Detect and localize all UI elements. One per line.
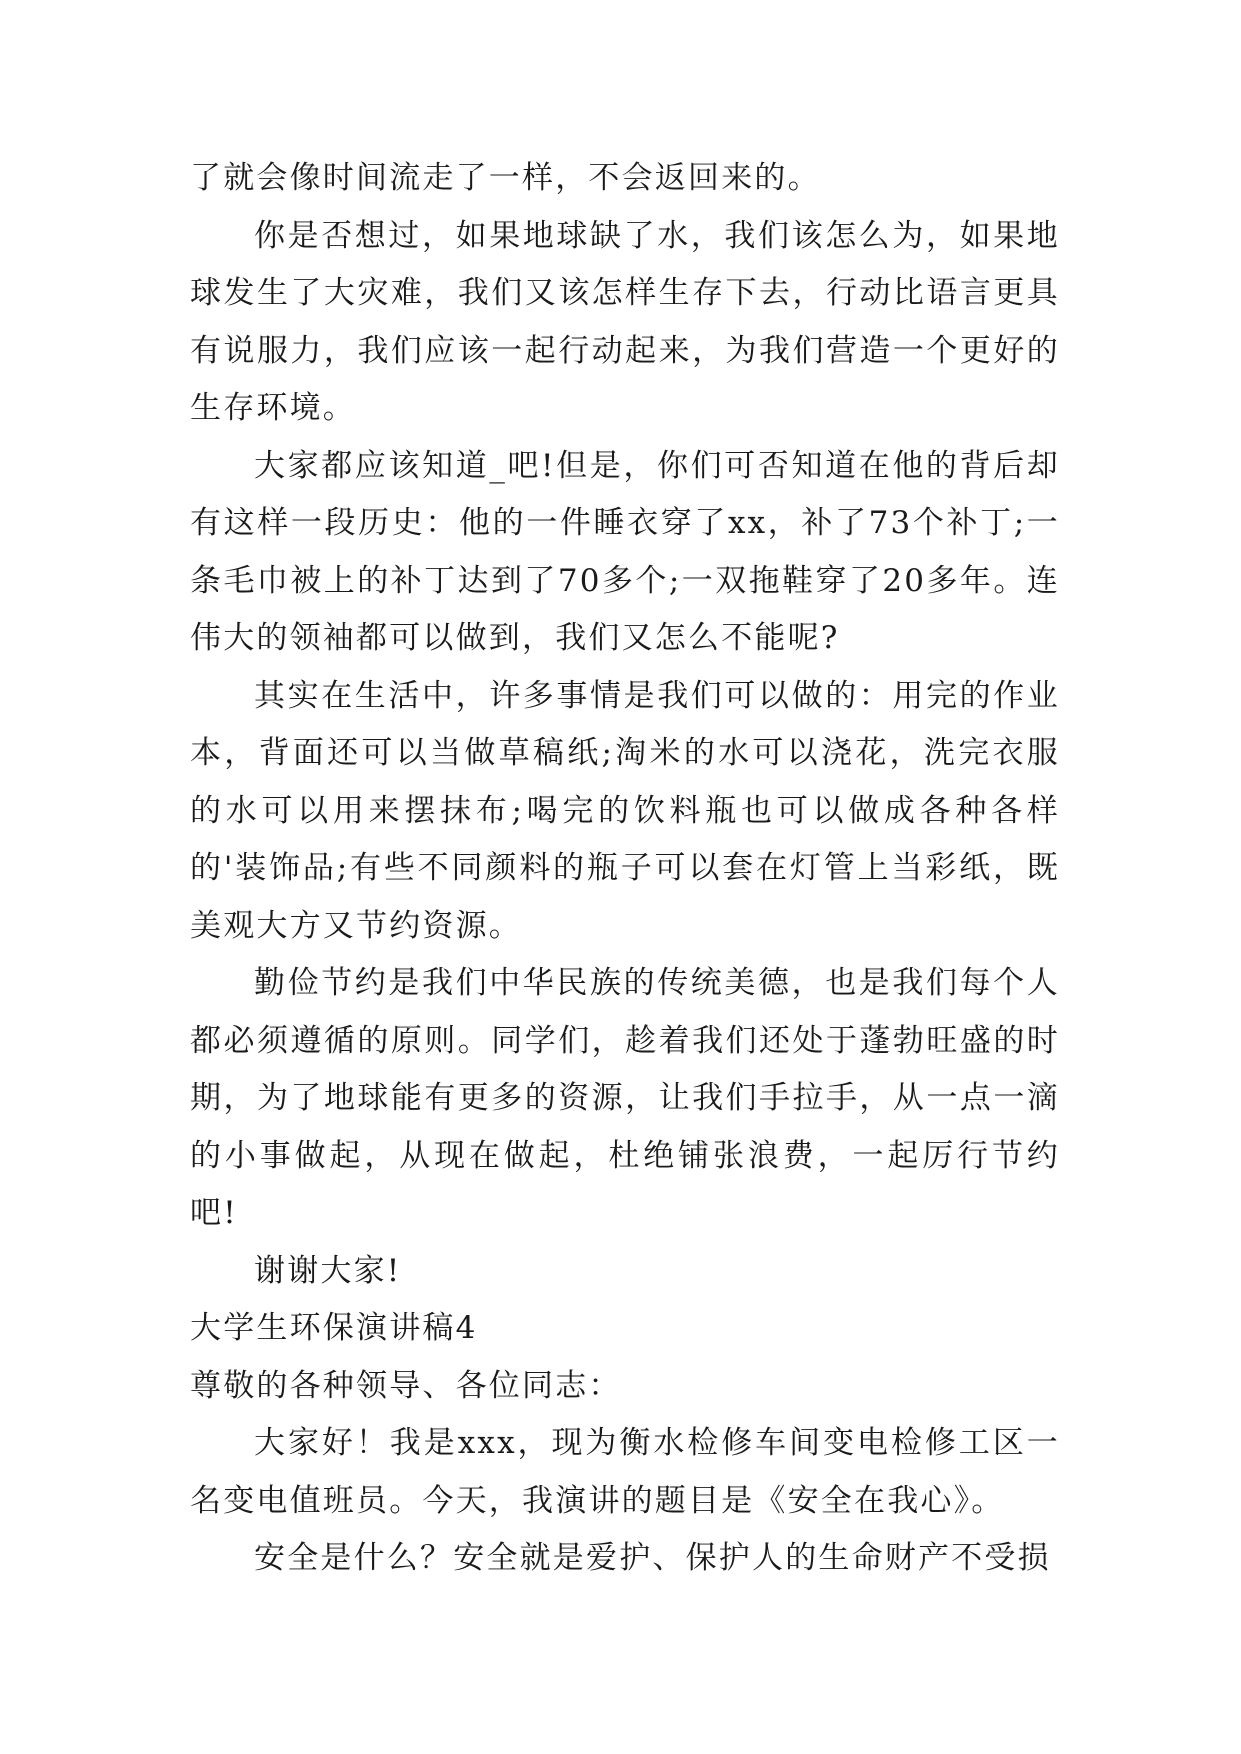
paragraph-daily-life: 其实在生活中，许多事情是我们可以做的：用完的作业本，背面还可以当做草稿纸;淘米的水可以浇花，洗完衣服的水可以用来摆抹布;喝完的饮料瓶也可以做成各种各样的'装饰品;有些不同颜料的瓶子可以套在灯管上当彩纸，既美观大方又节约资源。 (190, 677, 1060, 944)
paragraph-thanks: 谢谢大家! (254, 1252, 402, 1289)
paragraph-introduction: 大家好！我是xxx，现为衡水检修车间变电检修工区一名变电值班员。今天，我演讲的题目是《安全在我心》。 (190, 1425, 1060, 1519)
paragraph-safety: 安全是什么？安全就是爱护、保护人的生命财产不受损 (254, 1540, 1051, 1576)
document-page (190, 150, 1060, 1588)
paragraph-frugality: 勤俭节约是我们中华民族的传统美德，也是我们每个人都必须遵循的原则。同学们，趁着我们还处于蓬勃旺盛的时期，为了地球能有更多的资源，让我们手拉手，从一点一滴的小事做起，从现在做起，杜绝铺张浪费，一起厉行节约吧! (190, 965, 1060, 1231)
paragraph-continuation: 了就会像时间流走了一样，不会返回来的。 (190, 160, 821, 196)
paragraph-history: 大家都应该知道_吧!但是，你们可否知道在他的背后却有这样一段历史：他的一件睡衣穿了xx，补了73个补丁;一条毛巾被上的补丁达到了70多个;一双拖鞋穿了20多年。连伟大的领袖都可以做到，我们又怎么不能呢? (190, 447, 1060, 656)
section-heading: 大学生环保演讲稿4 (190, 1310, 478, 1346)
paragraph-water-earth: 你是否想过，如果地球缺了水，我们该怎么为，如果地球发生了大灾难，我们又该怎样生存下去，行动比语言更具有说服力，我们应该一起行动起来，为我们营造一个更好的生存环境。 (190, 217, 1060, 426)
salutation: 尊敬的各种领导、各位同志： (190, 1367, 622, 1404)
